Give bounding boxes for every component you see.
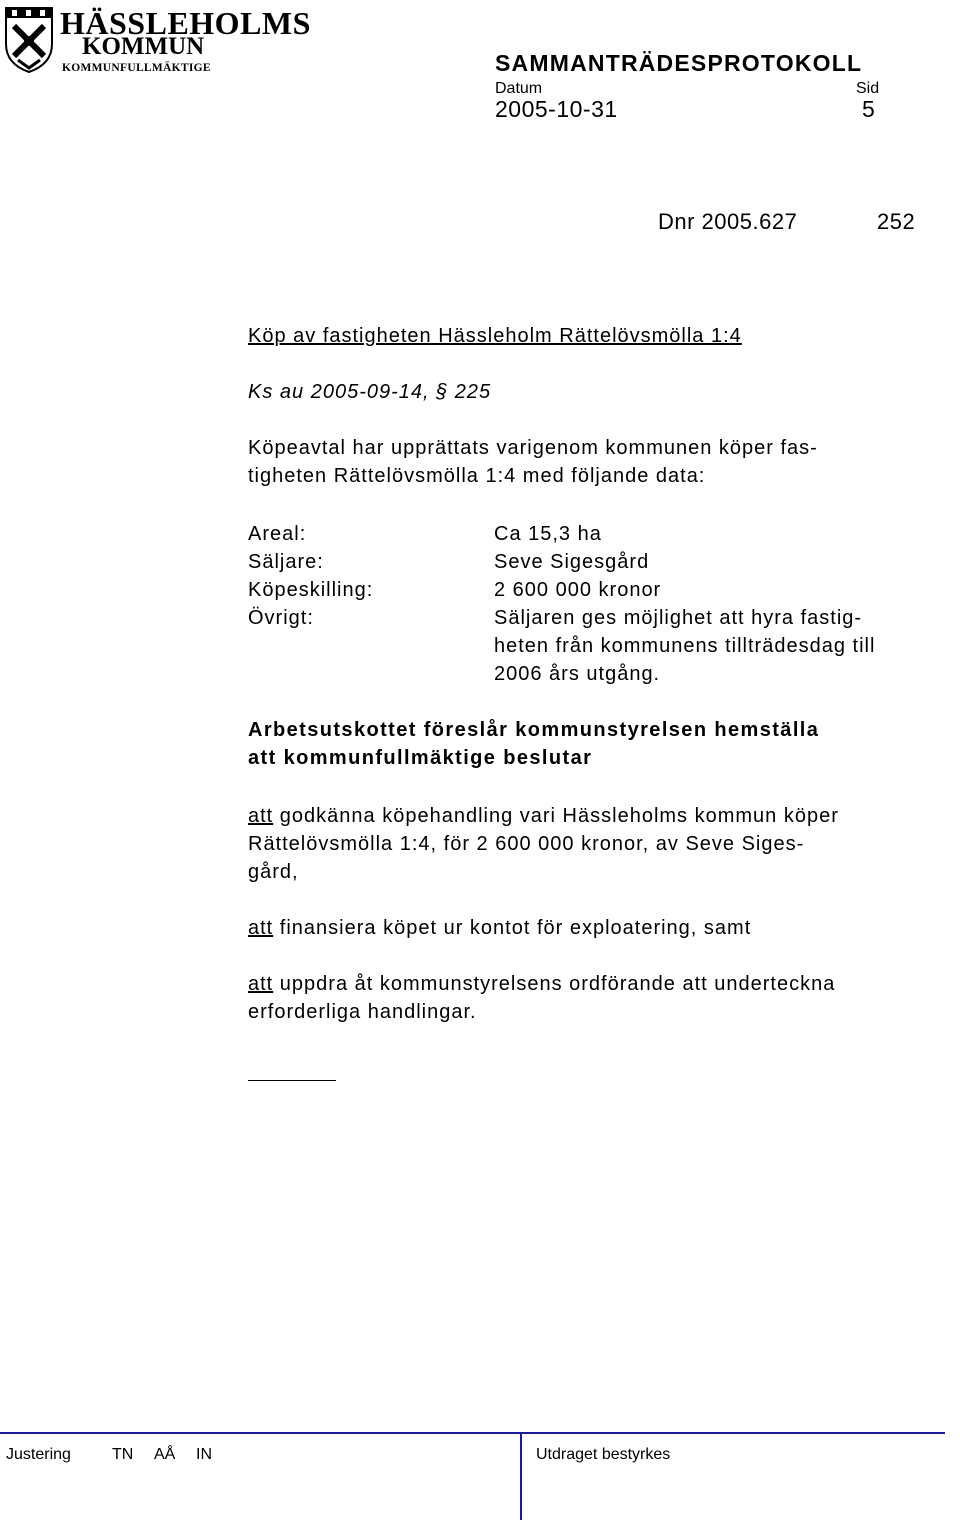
decision-text: finansiera köpet ur kontot för exploatering, samt — [273, 917, 752, 939]
date-value: 2005-10-31 — [495, 96, 618, 122]
detail-value-other: 2006 års utgång. — [494, 663, 661, 685]
footer-column-divider — [520, 1432, 522, 1520]
page-label: Sid — [856, 80, 880, 97]
decision-1 — [248, 802, 839, 830]
decision-text: gård, — [248, 861, 299, 883]
logo-name-line3: KOMMUNFULLMÄKTIGE — [62, 62, 211, 74]
detail-label-areal: Areal: — [248, 523, 307, 545]
decision-3 — [248, 970, 835, 998]
justering-initials: AÅ — [154, 1446, 176, 1463]
justering-initials: TN — [112, 1446, 134, 1463]
intro-line: tigheten Rättelövsmölla 1:4 med följande data: — [248, 465, 706, 487]
document-type-heading: SAMMANTRÄDESPROTOKOLL — [495, 50, 863, 76]
coat-of-arms-icon — [4, 4, 54, 74]
att-keyword: att — [248, 917, 274, 939]
page-value: 5 — [862, 96, 876, 122]
end-rule — [248, 1080, 336, 1081]
detail-value-price: 2 600 000 kronor — [494, 579, 662, 601]
justering-initials: IN — [196, 1446, 212, 1463]
decision-2 — [248, 914, 751, 942]
att-keyword: att — [248, 805, 274, 827]
detail-value-other: Säljaren ges möjlighet att hyra fastig- — [494, 607, 863, 629]
proposal-line: att kommunfullmäktige beslutar — [248, 747, 593, 769]
item-title: Köp av fastigheten Hässleholm Rättelövsmölla 1:4 — [248, 325, 742, 347]
detail-value-areal: Ca 15,3 ha — [494, 523, 602, 545]
date-label: Datum — [495, 80, 543, 97]
detail-label-seller: Säljare: — [248, 551, 324, 573]
footer-divider — [0, 1432, 945, 1434]
detail-label-price: Köpeskilling: — [248, 579, 374, 601]
municipality-logo — [0, 0, 311, 78]
logo-name-line1: HÄSSLEHOLMS — [60, 5, 311, 41]
att-keyword: att — [248, 973, 274, 995]
detail-label-other: Övrigt: — [248, 607, 314, 629]
decision-text: erforderliga handlingar. — [248, 1001, 477, 1023]
proposal-line: Arbetsutskottet föreslår kommunstyrelsen hemställa — [248, 719, 820, 741]
justering-label: Justering — [6, 1446, 71, 1463]
intro-line: Köpeavtal har upprättats varigenom kommunen köper fas- — [248, 437, 818, 459]
decision-text: Rättelövsmölla 1:4, för 2 600 000 kronor, av Seve Siges- — [248, 833, 805, 855]
logo-name-line2: KOMMUN — [82, 33, 205, 60]
decision-text: godkänna köpehandling vari Hässleholms kommun köper — [273, 805, 839, 827]
utdrag-label: Utdraget bestyrkes — [536, 1446, 671, 1463]
case-number: Dnr 2005.627 — [658, 209, 798, 234]
detail-value-other: heten från kommunens tillträdesdag till — [494, 635, 876, 657]
reference-line: Ks au 2005-09-14, § 225 — [248, 381, 492, 403]
paragraph-number: 252 — [877, 209, 916, 234]
decision-text: uppdra åt kommunstyrelsens ordförande att underteckna — [273, 973, 836, 995]
detail-value-seller: Seve Sigesgård — [494, 551, 650, 573]
